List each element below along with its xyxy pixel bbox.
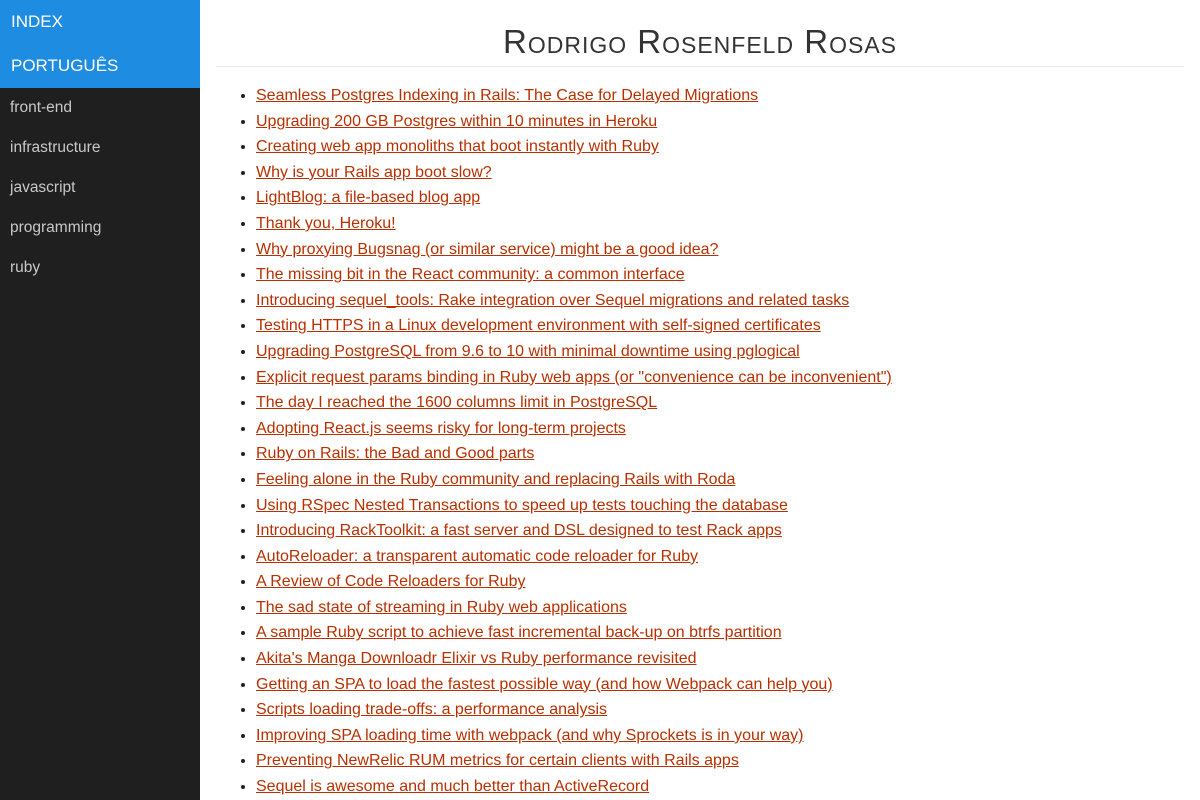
post-link[interactable]: Why is your Rails app boot slow? <box>256 163 492 181</box>
list-item <box>256 518 1184 544</box>
list-item <box>256 569 1184 595</box>
list-item <box>256 493 1184 519</box>
post-link[interactable]: A sample Ruby script to achieve fast incremental back-up on btrfs partition <box>256 624 782 642</box>
sidebar <box>0 0 200 800</box>
index-link[interactable]: INDEX <box>11 12 63 31</box>
category-link-javascript[interactable]: javascript <box>10 179 76 196</box>
list-item <box>256 672 1184 698</box>
post-link[interactable]: Why proxying Bugsnag (or similar service) might be a good idea? <box>256 240 719 258</box>
post-link[interactable]: Scripts loading trade-offs: a performance analysis <box>256 701 607 719</box>
list-item <box>256 83 1184 109</box>
post-link[interactable]: The sad state of streaming in Ruby web applications <box>256 598 627 616</box>
list-item <box>256 416 1184 442</box>
list-item <box>256 723 1184 749</box>
post-link[interactable]: Using RSpec Nested Transactions to speed up tests touching the database <box>256 496 788 514</box>
list-item <box>256 339 1184 365</box>
list-item <box>256 313 1184 339</box>
list-item <box>256 595 1184 621</box>
post-link[interactable]: The day I reached the 1600 columns limit in PostgreSQL <box>256 394 658 412</box>
list-item <box>256 185 1184 211</box>
post-link[interactable]: Getting an SPA to load the fastest possible way (and how Webpack can help you) <box>256 675 833 693</box>
list-item <box>256 620 1184 646</box>
category-link-front-end[interactable]: front-end <box>10 99 73 116</box>
list-item <box>256 365 1184 391</box>
main-content <box>216 0 1184 800</box>
post-link[interactable]: Ruby on Rails: the Bad and Good parts <box>256 445 535 463</box>
list-item <box>256 646 1184 672</box>
category-link-ruby[interactable]: ruby <box>10 259 41 276</box>
post-link[interactable]: Introducing RackToolkit: a fast server and DSL designed to test Rack apps <box>256 522 782 540</box>
post-link[interactable]: Creating web app monoliths that boot instantly with Ruby <box>256 138 659 156</box>
list-item <box>256 390 1184 416</box>
list-item <box>256 774 1184 800</box>
category-link-infrastructure[interactable]: infrastructure <box>10 139 101 156</box>
post-link[interactable]: Adopting React.js seems risky for long-term projects <box>256 419 626 437</box>
post-link[interactable]: Feeling alone in the Ruby community and replacing Rails with Roda <box>256 470 736 488</box>
post-link[interactable]: Preventing NewRelic RUM metrics for certain clients with Rails apps <box>256 752 739 770</box>
category-list <box>0 88 200 288</box>
post-list <box>216 83 1184 800</box>
post-link[interactable]: Upgrading PostgreSQL from 9.6 to 10 with minimal downtime using pglogical <box>256 342 800 360</box>
post-link[interactable]: Akita's Manga Downloadr Elixir vs Ruby performance revisited <box>256 650 697 668</box>
post-link[interactable]: Improving SPA loading time with webpack (and why Sprockets is in your way) <box>256 726 804 744</box>
site-title: Rodrigo Rosenfeld Rosas <box>216 0 1184 67</box>
sidebar-top-nav <box>0 0 200 88</box>
post-link[interactable]: The missing bit in the React community: a common interface <box>256 266 685 284</box>
post-link[interactable]: Thank you, Heroku! <box>256 214 396 232</box>
list-item <box>256 262 1184 288</box>
post-link[interactable]: Sequel is awesome and much better than ActiveRecord <box>256 778 650 796</box>
list-item <box>256 748 1184 774</box>
list-item <box>256 544 1184 570</box>
post-link[interactable]: Explicit request params binding in Ruby web apps (or "convenience can be inconvenient") <box>256 368 892 386</box>
list-item <box>256 237 1184 263</box>
post-link[interactable]: A Review of Code Reloaders for Ruby <box>256 573 526 591</box>
list-item <box>256 211 1184 237</box>
language-link-portuguese[interactable]: PORTUGUÊS <box>11 56 119 75</box>
list-item <box>256 288 1184 314</box>
list-item <box>256 441 1184 467</box>
post-link[interactable]: Seamless Postgres Indexing in Rails: The Case for Delayed Migrations <box>256 87 759 104</box>
post-link[interactable]: Upgrading 200 GB Postgres within 10 minutes in Heroku <box>256 112 658 130</box>
post-link[interactable]: Testing HTTPS in a Linux development environment with self-signed certificates <box>256 317 821 335</box>
post-link[interactable]: AutoReloader: a transparent automatic code reloader for Ruby <box>256 547 699 565</box>
post-link[interactable]: LightBlog: a file-based blog app <box>256 189 481 207</box>
list-item <box>256 160 1184 186</box>
post-link[interactable]: Introducing sequel_tools: Rake integration over Sequel migrations and related tasks <box>256 291 850 309</box>
list-item <box>256 697 1184 723</box>
list-item <box>256 109 1184 135</box>
category-link-programming[interactable]: programming <box>10 219 102 236</box>
list-item <box>256 467 1184 493</box>
list-item <box>256 134 1184 160</box>
